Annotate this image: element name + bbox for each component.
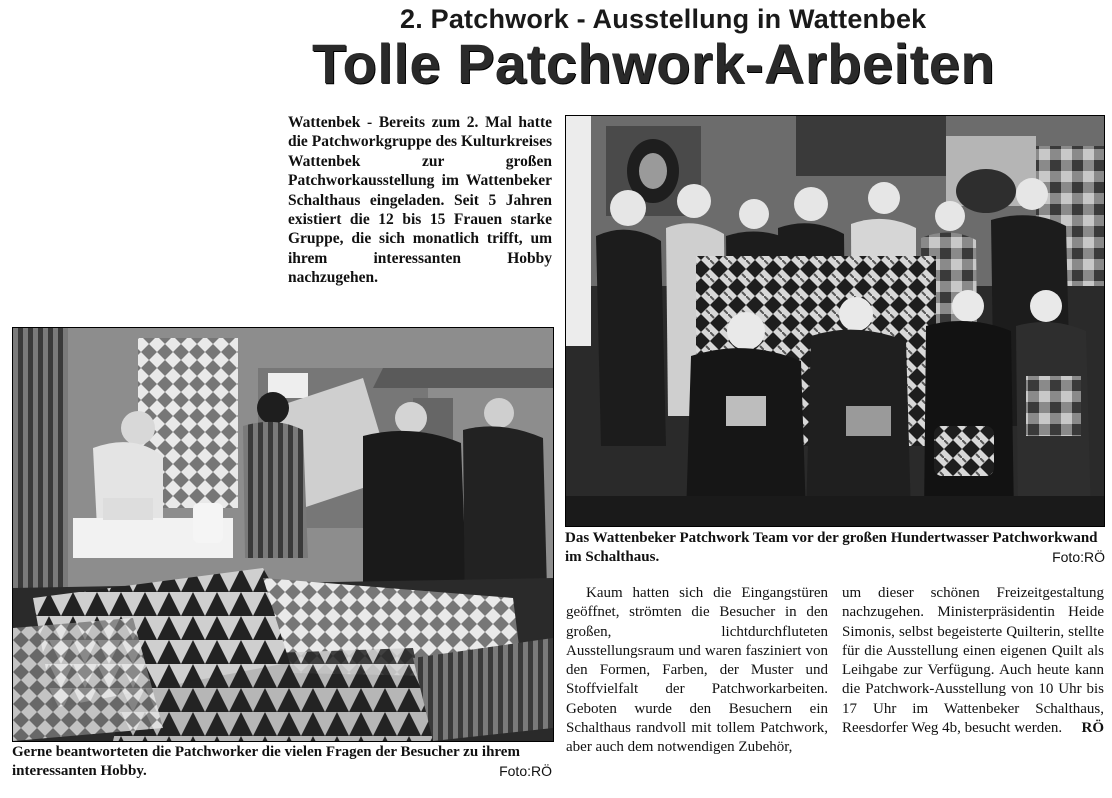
team-photo-illustration bbox=[566, 116, 1104, 526]
team-photo-credit: Foto:RÖ bbox=[1052, 549, 1105, 565]
visitors-photo-caption-text: Gerne beantworteten die Patchworker die vielen Fragen der Besucher zu ihrem interessanten Hobby. bbox=[12, 744, 520, 779]
article-headline: Tolle Patchwork-Arbeiten bbox=[312, 32, 996, 95]
team-photo-caption bbox=[565, 529, 1105, 567]
article-kicker: 2. Patchwork - Ausstellung in Wattenbek bbox=[400, 4, 927, 34]
visitors-photo-illustration bbox=[13, 328, 553, 741]
article-body-column-2-text: um dieser schönen Freizeitgestaltung nachzugehen. Ministerpräsidentin Heide Simonis, selbst begeisterte Quilterin, stellte für die Ausstellung einen eigenen Quilt als Leihgabe zur Verfügung. Auch heute kann die Patchwork-Ausstellung von 10 Uhr bis 17 Uhr im Wattenbeker Schalthaus, Reesdorfer Weg 4b, besucht werden. bbox=[842, 585, 1104, 737]
visitors-photo-caption bbox=[12, 743, 552, 781]
visitors-photo-credit: Foto:RÖ bbox=[499, 763, 552, 779]
article-body-column-1: Kaum hatten sich die Eingangstüren geöffnet, strömten die Besucher in den großen, lichtdurchfluteten Ausstellungsraum und waren fasziniert von den Formen, Farben, der Muster und Stoffvielfalt der Patchworkarbeiten. Geboten wurde den Besuchern ein Schalthaus randvoll mit tollem Patchwork, aber auch dem notwendigen Zubehör, bbox=[566, 585, 828, 756]
team-photo-caption-text: Das Wattenbeker Patchwork Team vor der großen Hundertwasser Patchworkwand im Schalthaus. bbox=[565, 530, 1098, 565]
team-photo bbox=[565, 115, 1105, 527]
author-signature: RÖ bbox=[1081, 720, 1104, 737]
article-intro: Wattenbek - Bereits zum 2. Mal hatte die Patchworkgruppe des Kulturkreises Wattenbek zur großen Patchworkausstellung im Wattenbeker Schalthaus eingeladen. Seit 5 Jahren existiert die 12 bis 15 Frauen starke Gruppe, die sich monatlich trifft, um ihrem interessanten Hobby nachzugehen. bbox=[288, 114, 552, 287]
visitors-photo bbox=[12, 327, 554, 742]
article-body-column-2 bbox=[842, 584, 1104, 738]
